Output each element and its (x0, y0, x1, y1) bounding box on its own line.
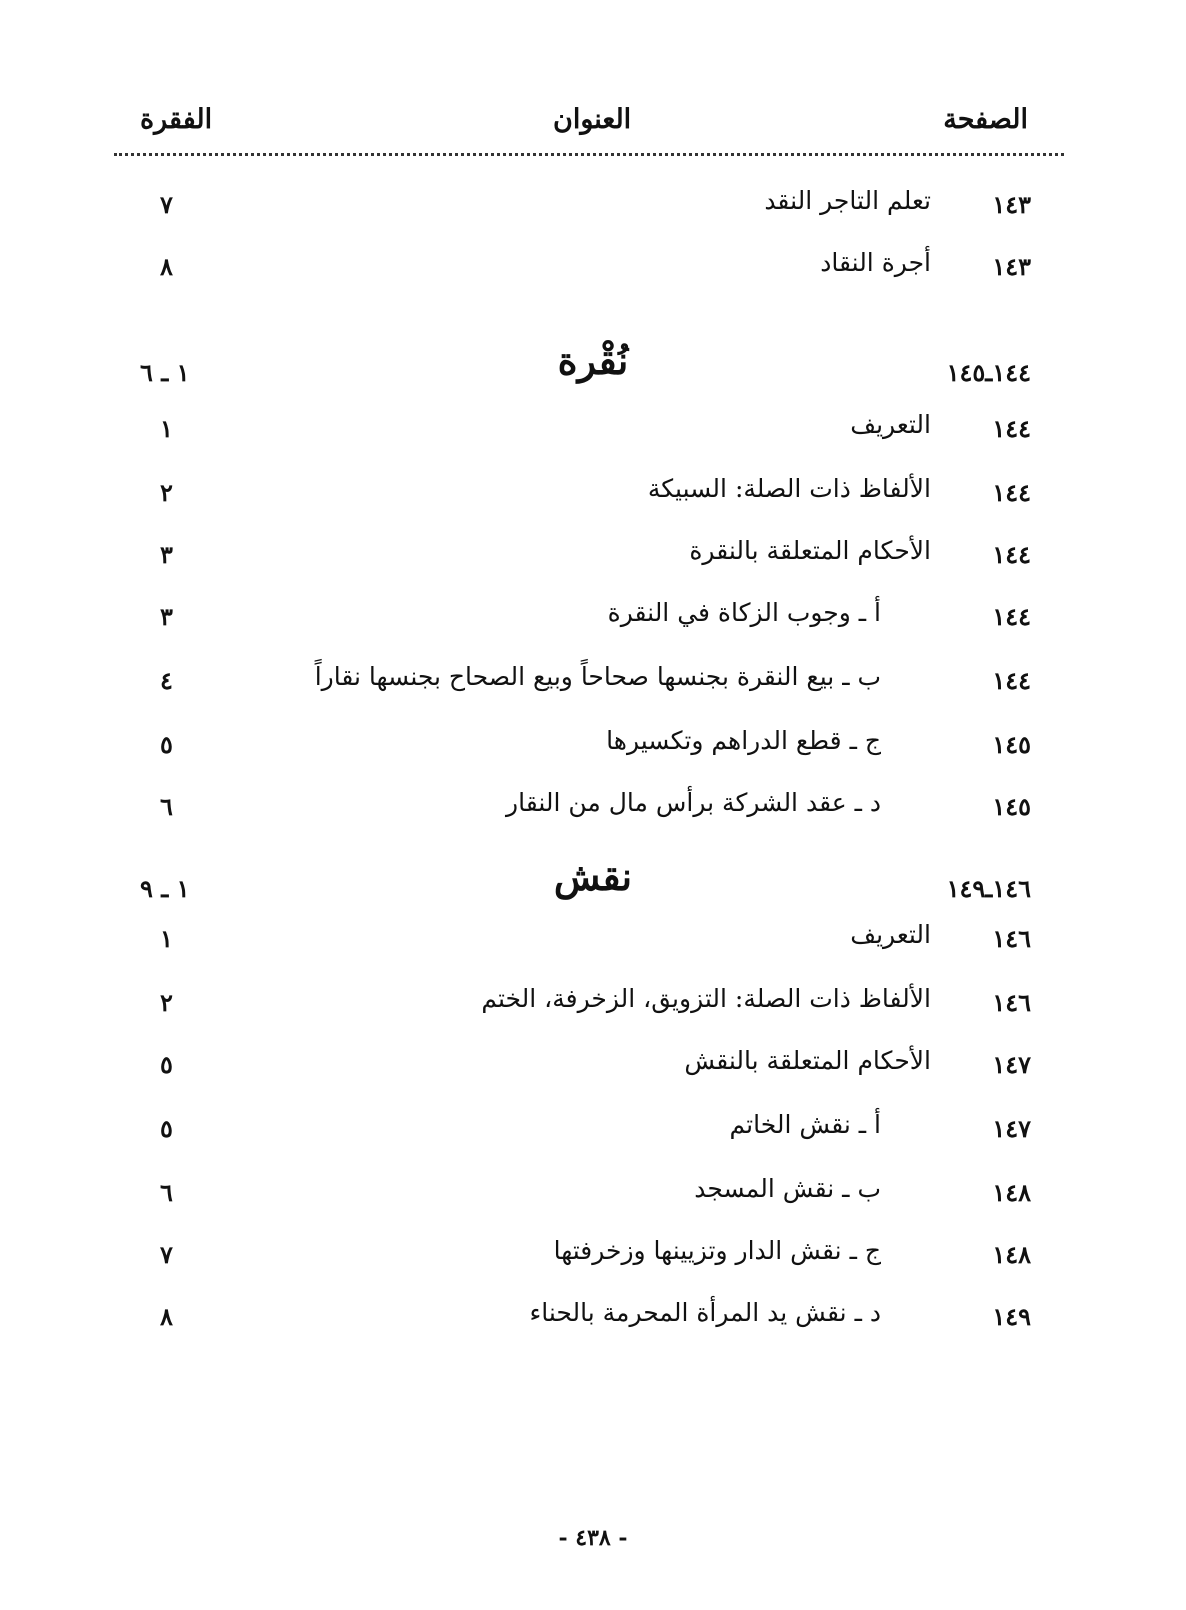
index-row (0, 662, 1186, 702)
paragraph-number: ٢ (160, 988, 173, 1017)
index-row (0, 1046, 1186, 1086)
entry-subtitle: ب ـ نقش المسجد (694, 1174, 881, 1203)
paragraph-number: ٥ (160, 730, 173, 759)
page-number: ١٤٩ (992, 1302, 1031, 1331)
entry-subtitle: أ ـ وجوب الزكاة في النقرة (607, 598, 881, 627)
page-number: ١٤٥ (992, 792, 1031, 821)
paragraph-number: ١ (160, 924, 173, 953)
index-row (0, 598, 1186, 638)
index-row (0, 920, 1186, 960)
paragraph-range: ١ ـ ٩ (140, 874, 190, 903)
page-number: ١٤٣ (992, 252, 1031, 281)
entry-subtitle: أ ـ نقش الخاتم (729, 1110, 881, 1139)
page-range: ١٤٦ـ١٤٩ (946, 874, 1031, 903)
entry-subtitle: د ـ عقد الشركة برأس مال من النقار (506, 788, 881, 817)
paragraph-number: ١ (160, 414, 173, 443)
column-header-title: العنوان (553, 104, 632, 135)
paragraph-number: ٨ (160, 252, 173, 281)
entry-title: الأحكام المتعلقة بالنقش (684, 1046, 931, 1075)
index-row (0, 248, 1186, 288)
page-number: ١٤٤ (992, 666, 1031, 695)
index-row (0, 1298, 1186, 1338)
page-range: ١٤٤ـ١٤٥ (946, 358, 1031, 387)
index-row (0, 186, 1186, 226)
page-number: ١٤٦ (992, 924, 1031, 953)
paragraph-number: ٦ (160, 1178, 173, 1207)
entry-title: التعريف (850, 920, 931, 949)
page-number: ١٤٤ (992, 478, 1031, 507)
section-heading: نقش (553, 854, 633, 899)
entry-title: الأحكام المتعلقة بالنقرة (689, 536, 931, 565)
index-row (0, 1174, 1186, 1214)
section-heading: نُقْرة (557, 338, 629, 383)
paragraph-number: ٢ (160, 478, 173, 507)
column-header-paragraph: الفقرة (140, 104, 213, 135)
section-heading-row (0, 338, 1186, 390)
column-header-page: الصفحة (943, 104, 1028, 135)
entry-title: التعريف (850, 410, 931, 439)
page-number: ١٤٦ (992, 988, 1031, 1017)
page-number: ١٤٤ (992, 602, 1031, 631)
entry-subtitle: ج ـ قطع الدراهم وتكسيرها (606, 726, 881, 755)
paragraph-number: ٣ (160, 602, 173, 631)
entry-title: أجرة النقاد (820, 248, 931, 277)
entry-subtitle: د ـ نقش يد المرأة المحرمة بالحناء (529, 1298, 881, 1327)
page-number: ١٤٨ (992, 1178, 1031, 1207)
index-row (0, 984, 1186, 1024)
section-heading-row (0, 854, 1186, 906)
paragraph-number: ٧ (160, 1240, 173, 1269)
page-number: ١٤٧ (992, 1114, 1031, 1143)
paragraph-number: ٦ (160, 792, 173, 821)
header-dotted-rule (114, 153, 1064, 156)
paragraph-range: ١ ـ ٦ (140, 358, 190, 387)
index-row (0, 726, 1186, 766)
entry-subtitle: ب ـ بيع النقرة بجنسها صحاحاً وبيع الصحاح بجنسها نقاراً (314, 662, 881, 691)
paragraph-number: ٥ (160, 1114, 173, 1143)
paragraph-number: ٣ (160, 540, 173, 569)
page-number: ١٤٨ (992, 1240, 1031, 1269)
entry-title: تعلم التاجر النقد (764, 186, 931, 215)
index-row (0, 410, 1186, 450)
entry-title: الألفاظ ذات الصلة: السبيكة (647, 474, 931, 503)
page-number: ١٤٥ (992, 730, 1031, 759)
page-number: ١٤٧ (992, 1050, 1031, 1079)
page-number: ١٤٤ (992, 414, 1031, 443)
entry-subtitle: ج ـ نقش الدار وتزيينها وزخرفتها (553, 1236, 881, 1265)
page-number: ١٤٣ (992, 190, 1031, 219)
paragraph-number: ٧ (160, 190, 173, 219)
page-number: ١٤٤ (992, 540, 1031, 569)
index-row (0, 1110, 1186, 1150)
index-row (0, 474, 1186, 514)
paragraph-number: ٤ (160, 666, 173, 695)
index-row (0, 788, 1186, 828)
footer-page-number: - ٤٣٨ - (558, 1525, 628, 1551)
entry-title: الألفاظ ذات الصلة: التزويق، الزخرفة، الختم (481, 984, 931, 1013)
paragraph-number: ٥ (160, 1050, 173, 1079)
index-row (0, 536, 1186, 576)
index-row (0, 1236, 1186, 1276)
paragraph-number: ٨ (160, 1302, 173, 1331)
